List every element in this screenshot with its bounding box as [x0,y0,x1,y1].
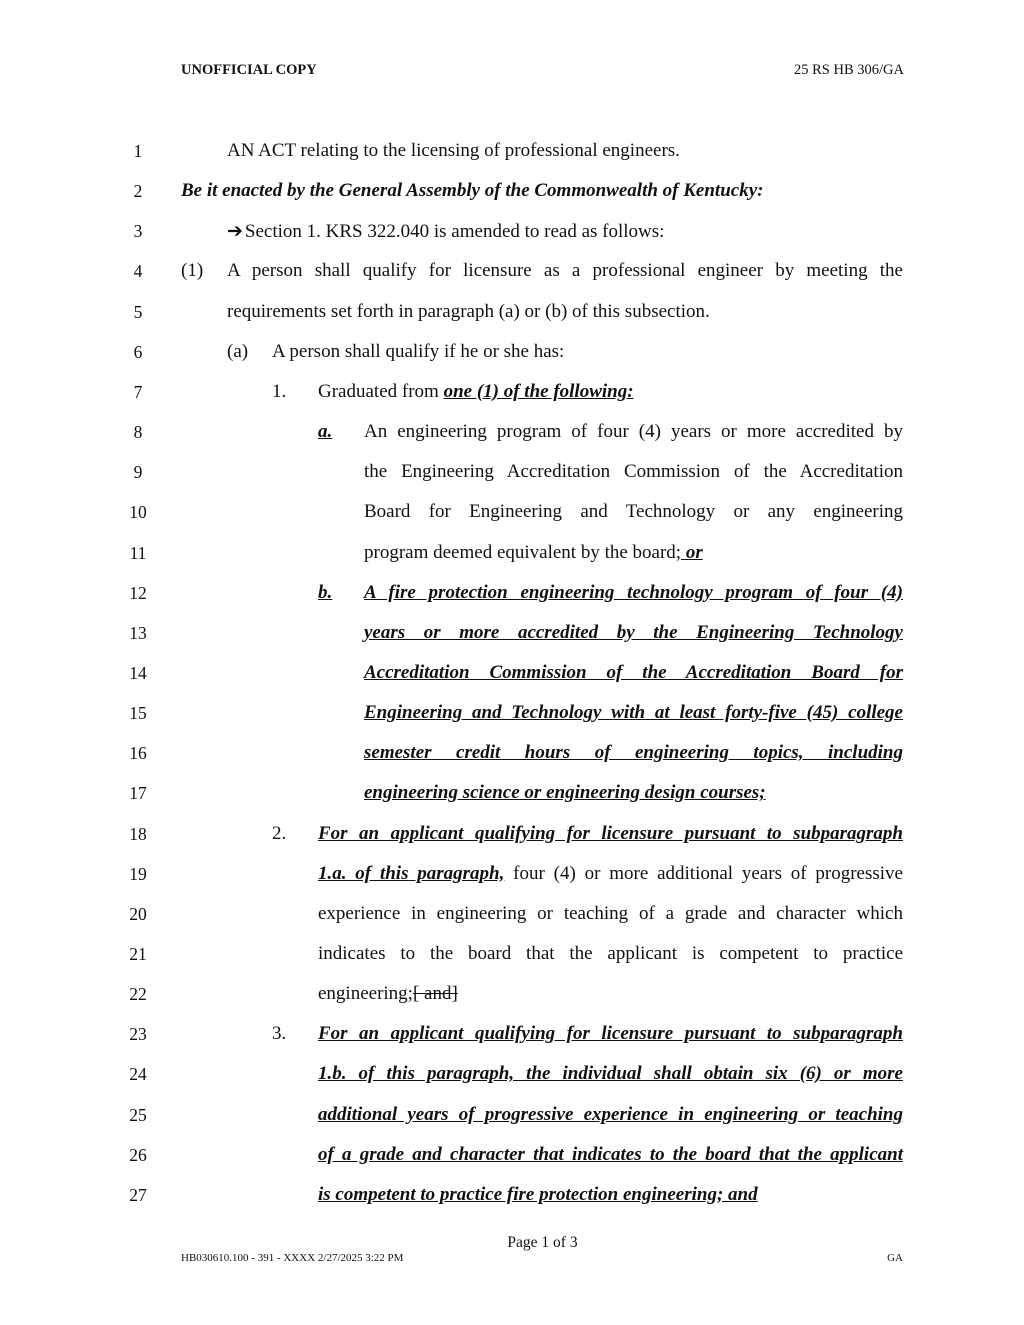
bill-line [364,662,903,684]
bill-line [227,140,680,162]
line-number: 26 [129,1144,147,1165]
header-left: UNOFFICIAL COPY [181,62,317,78]
bill-line [227,220,664,243]
inserted-text: additional years of progressive experience in engineering or teaching [318,1103,903,1125]
bill-line [272,341,564,363]
line-number: 4 [133,261,143,282]
line-text: AN ACT relating to the licensing of professional engineers. [227,140,680,161]
bill-line [318,1144,903,1166]
inserted-text: 1.a. of this paragraph, [318,862,505,884]
inserted-text: engineering science or engineering design courses; [364,782,766,804]
line-number: 25 [129,1104,147,1125]
right-arrow-icon: ➔ [227,221,243,243]
line-number: 22 [129,984,147,1005]
bill-line [364,782,766,804]
line-text: experience in engineering or teaching of a grade and character which [318,902,903,924]
inserted-text: years or more accredited by the Engineering Technology [364,621,903,643]
bill-line [318,1063,903,1085]
line-text: Be it enacted by the General Assembly of the Commonwealth of Kentucky: [181,180,764,202]
line-text: program deemed equivalent by the board; [364,541,682,563]
line-text: A person shall qualify for licensure as a professional engineer by meeting the [227,260,903,282]
enumeration-marker: b. [318,581,333,603]
line-number: 7 [133,381,143,402]
line-number: 16 [129,743,147,764]
bill-line [227,260,903,282]
line-text: four (4) or more additional years of progressive [504,862,903,884]
line-number: 21 [129,944,147,964]
inserted-text: A fire protection engineering technology program of four (4) [364,581,903,603]
line-number: 17 [129,783,147,804]
bill-line [318,903,903,925]
line-text: A person shall qualify if he or she has: [272,340,565,362]
line-number: 23 [129,1024,147,1045]
enumeration-marker: a. [318,421,333,443]
line-text: the Engineering Accreditation Commission of the Accreditation [364,461,903,483]
bill-line [318,381,634,403]
line-number: 5 [133,301,143,322]
bill-line [364,582,903,604]
footer-document-id: HB030610.100 - 391 - XXXX 2/27/2025 3:22 PM [181,1252,404,1264]
bill-line [318,1184,758,1206]
line-number: 8 [133,422,143,443]
bill-line [318,1023,903,1045]
line-number: 15 [129,703,147,724]
enumeration-marker: (1) [181,260,204,282]
bill-line [181,180,763,202]
line-number: 24 [129,1064,147,1085]
bill-line [318,863,903,885]
line-number: 1 [133,141,143,161]
inserted-text: is competent to practice fire protection engineering; and [318,1183,758,1205]
enumeration-marker: 1. [272,380,287,402]
line-text: requirements set forth in paragraph (a) or (b) of this subsection. [227,300,710,322]
line-text: Graduated from [318,380,444,402]
inserted-text: Accreditation Commission of the Accreditation Board for [364,661,903,683]
footer-initials: GA [887,1252,903,1264]
bill-line [364,702,903,724]
header-right: 25 RS HB 306/GA [794,62,904,78]
enumeration-marker: (a) [227,340,249,362]
inserted-text: 1.b. of this paragraph, the individual shall obtain six (6) or more [318,1063,903,1085]
line-text: indicates to the board that the applicant is competent to practice [318,943,903,964]
deleted-text: [ and] [412,983,458,1005]
enumeration-marker: 3. [272,1023,287,1045]
line-number: 20 [129,903,147,924]
line-number: 2 [133,181,143,202]
line-number: 6 [133,341,143,362]
bill-line [364,461,903,483]
bill-line [227,301,710,323]
inserted-text: one (1) of the following: [443,380,634,402]
bill-line [364,742,903,764]
page-number: Page 1 of 3 [507,1234,578,1251]
inserted-text: semester credit hours of engineering topics, including [364,742,903,764]
bill-line [318,823,903,845]
line-text: engineering; [318,983,413,1005]
line-number: 12 [129,582,147,603]
inserted-text: of a grade and character that indicates to the board that the applicant [318,1143,903,1165]
line-number: 10 [129,502,147,523]
line-number: 19 [129,863,147,884]
bill-line [318,1104,903,1126]
line-number: 9 [133,462,143,483]
bill-line [364,542,703,564]
line-text: Section 1. KRS 322.040 is amended to read as follows: [244,221,665,243]
line-text: Board for Engineering and Technology or any engineering [364,501,903,523]
bill-line [364,421,903,443]
line-number: 3 [133,221,143,242]
line-text: An engineering program of four (4) years or more accredited by [364,421,903,443]
line-number: 11 [129,542,147,563]
bill-line [318,943,903,965]
bill-line [364,501,903,523]
inserted-text: or [681,541,703,563]
inserted-text: Engineering and Technology with at least forty-five (45) college [364,702,903,724]
line-number: 14 [129,662,147,683]
line-number: 13 [129,622,147,643]
inserted-text: For an applicant qualifying for licensure pursuant to subparagraph [318,1023,903,1045]
bill-line [364,622,903,644]
line-number: 27 [129,1184,147,1205]
inserted-text: For an applicant qualifying for licensure pursuant to subparagraph [318,822,903,844]
enumeration-marker: 2. [272,822,287,844]
line-number: 18 [129,823,147,844]
bill-line [318,983,458,1005]
